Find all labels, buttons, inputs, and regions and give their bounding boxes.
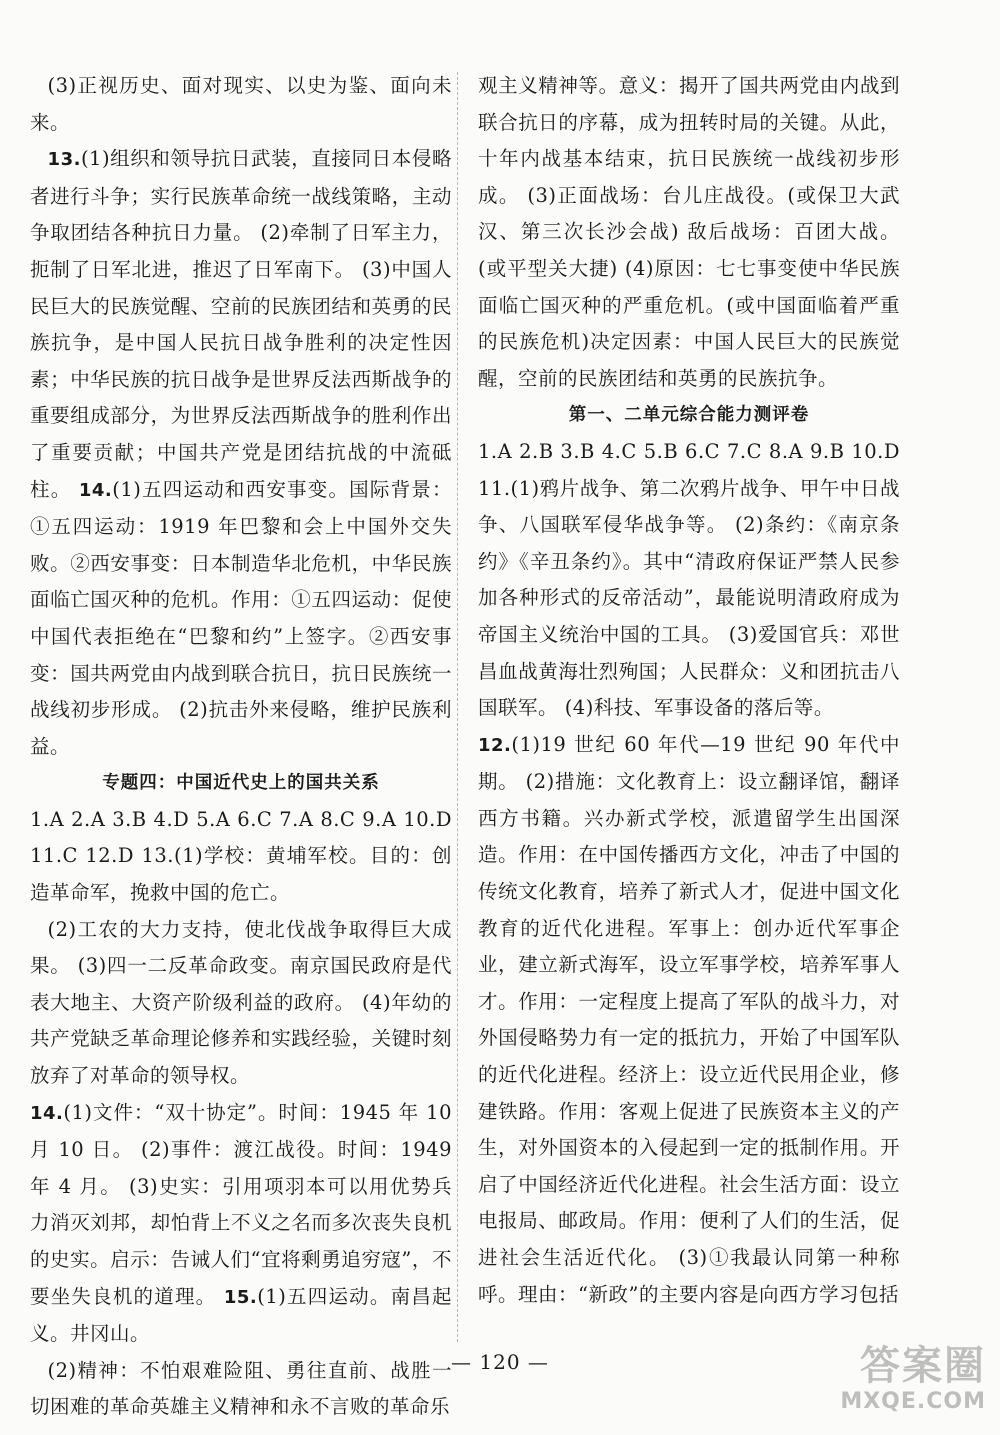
watermark-title: 答案圈 <box>860 1343 986 1389</box>
question-text: (1)五四运动和西安事变。国际背景：①五四运动：1919 年巴黎和会上中国外交失败。②西安事变：日本制造华北危机，中华民族面临亡国灭种的危机。作用：①五四运动：促使中国代表拒绝在“巴黎和约”上签字。②西安事变：国共两党由内战到联合抗日，抗日民族统一战线初步形成。 (2)抗击外来侵略，维护民族利益。 <box>30 477 452 758</box>
question-text: (1)五四运动。南昌起义。井冈山。 <box>30 1284 452 1346</box>
question-number: 13. <box>47 149 81 171</box>
question-14 <box>30 1095 452 1353</box>
watermark-logo <box>816 1343 986 1427</box>
answer-key-block: 1.A 2.B 3.B 4.C 5.B 6.C 7.C 8.A 9.B 10.D 11.(1)鸦片战争、第二次鸦片战争、甲午中日战争、八国联军侵华战争等。 (2)条约：《南京条约》《辛丑条约》。其中“清政府保证严禁人民参加各种形式的反帝活动”，最能说明清政府成为帝国主义统治中国的工具。 (3)爱国官兵：邓世昌血战黄海壮烈殉国；人民群众：义和团抗击八国联军。 (4)科技、军事设备的落后等。 <box>478 439 900 720</box>
question-number: 12. <box>478 734 512 756</box>
question-text: (1)19 世纪 60 年代—19 世纪 90 年代中期。 (2)措施：文化教育上：设立翻译馆，翻译西方书籍。兴办新式学校，派遣留学生出国深造。作用：在中国传播西方文化，冲击了中国的传统文化教育，培养了新式人才，促进中国文化教育的近代化进程。军事上：创办近代军事企业，建立新式海军，设立军事学校，培养军事人才。作用：一定程度上提高了军队的战斗力，对外国侵略势力有一定的抵抗力，开始了中国军队的近代化进程。经济上：设立近代民用企业，修建铁路。作用：客观上促进了民族资本主义的产生，对外国资本的入侵起到一定的抵制作用。开启了中国经济近代化进程。社会生活方面：设立电报局、邮政局。作用：便利了人们的生活，促进社会生活近代化。 (3)①我最认同第一种称呼。理由：“新政”的主要内容是向西方学习包括 <box>478 732 900 1306</box>
section-heading: 专题四：中国近代史上的国共关系 <box>102 773 380 794</box>
left-column <box>30 68 452 1426</box>
answer-key-line: 1.A 2.A 3.B 4.D 5.A 6.C 7.A 8.C 9.A 10.D 11.C 12.D 13.(1)学校：黄埔军校。目的：创造革命军，挽救中国的危亡。 <box>30 807 452 905</box>
section-heading: 第一、二单元综合能力测评卷 <box>568 405 810 426</box>
left-paragraph-intro: (3)正视历史、面对现实、以史为鉴、面向未来。 <box>30 74 452 134</box>
column-divider <box>457 72 458 1342</box>
left-paragraph: (2)工农的大力支持，使北伐战争取得巨大成果。 (3)四一二反革命政变。南京国民政府是代表大地主、大资产阶级利益的政府。 (4)年幼的共产党缺乏革命理论修养和实践经验，关键时刻放弃了对革命的领导权。 <box>30 917 452 1088</box>
left-paragraph: (2)精神：不怕艰难险阻、勇往直前、战胜一切困难的革命英雄主义精神和永不言败的革命乐 <box>30 1358 452 1419</box>
watermark-url: MXQE.COM <box>840 1389 986 1414</box>
question-number: 14. <box>30 1102 64 1124</box>
right-column <box>478 68 900 1313</box>
question-13 <box>30 141 452 765</box>
question-text: (1)组织和领导抗日武装，直接同日本侵略者进行斗争；实行民族革命统一战线策略，主动争取团结各种抗日力量。 (2)牵制了日军主力，扼制了日军北进，推迟了日军南下。 (3)中国人民巨大的民族觉醒、空前的民族团结和英勇的民族抗争，是中国人民抗日战争胜利的决定性因素；中华民族的抗日战争是世界反法西斯战争的重要组成部分，为世界反法西斯战争的胜利作出了重要贡献；中国共产党是团结抗战的中流砥柱。 <box>30 147 452 501</box>
question-text: (1)文件：“双十协定”。时间：1945 年 10 月 10 日。 (2)事件：渡江战役。时间：1949 年 4 月。 (3)史实：引用项羽本可以用优势兵力消灭刘邦，却怕背上不义之名而多次丧失良机的史实。启示：告诫人们“宜将剩勇追穷寇”，不要坐失良机的道理。 <box>30 1100 452 1308</box>
right-paragraph-continued: 观主义精神等。意义：揭开了国共两党由内战到联合抗日的序幕，成为扭转时局的关键。从此，十年内战基本结束，抗日民族统一战线初步形成。 (3)正面战场：台儿庄战役。(或保卫大武汉、第三次长沙会战) 敌后战场：百团大战。(或平型关大捷) (4)原因：七七事变使中华民族面临亡国灭种的严重危机。(或中国面临着严重的民族危机)决定因素：中国人民巨大的民族觉醒，空前的民族团结和英勇的民族抗争。 <box>478 74 900 390</box>
question-12 <box>478 727 900 1314</box>
page-number: — 120 — <box>451 1350 549 1374</box>
question-number: 14. <box>78 479 113 501</box>
question-number: 15. <box>223 1286 258 1308</box>
